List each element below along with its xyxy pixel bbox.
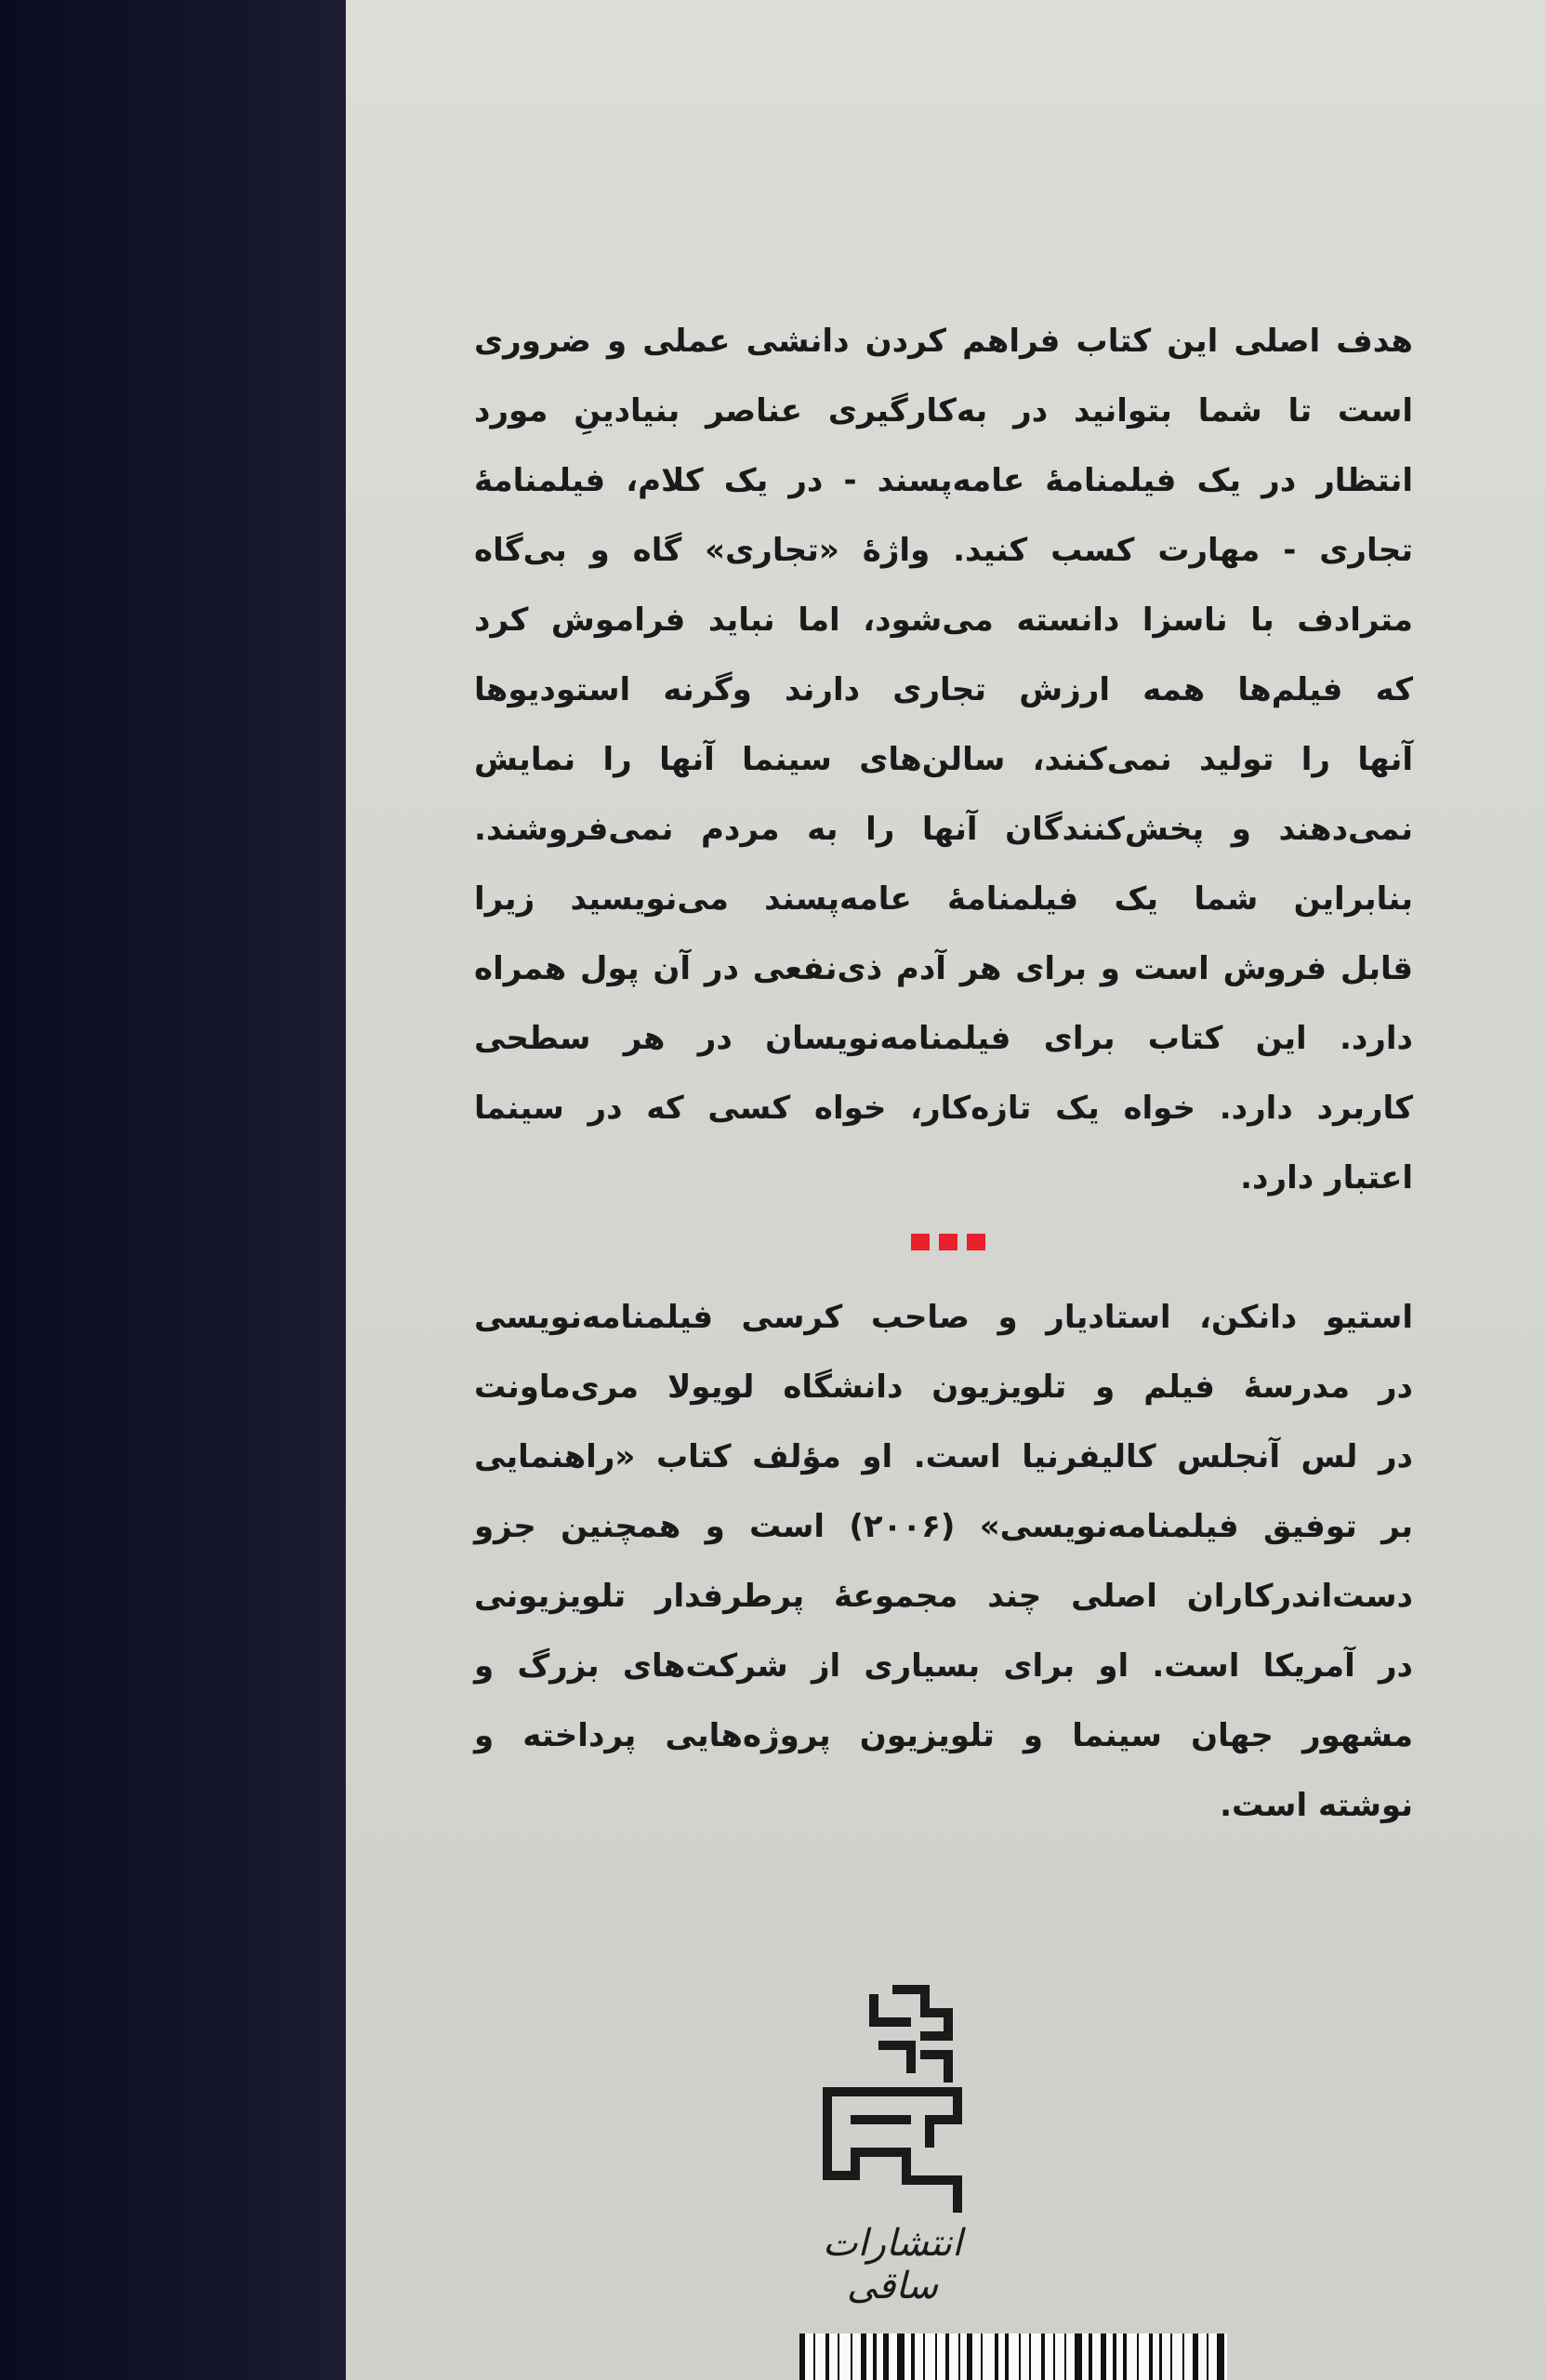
section-separator: [911, 1234, 985, 1250]
barcode-bar: [838, 2334, 839, 2380]
barcode-bar: [1187, 2334, 1191, 2380]
barcode-bar: [799, 2334, 805, 2380]
barcode-bar: [891, 2334, 895, 2380]
barcode-bar: [1182, 2334, 1184, 2380]
barcode-bar: [1149, 2334, 1153, 2380]
barcode-bar: [952, 2334, 957, 2380]
barcode-bar: [813, 2334, 815, 2380]
barcode-bar: [1058, 2334, 1063, 2380]
separator-square: [939, 1234, 957, 1250]
saghi-publisher-logo-icon: [818, 1980, 967, 2222]
barcode-bar: [1034, 2334, 1039, 2380]
barcode-bar: [897, 2334, 905, 2380]
barcode-bar: [1165, 2334, 1169, 2380]
barcode-bar: [1085, 2334, 1087, 2380]
barcode-bar: [1159, 2334, 1163, 2380]
barcode-bar: [985, 2334, 993, 2380]
barcode-bar: [1048, 2334, 1051, 2380]
author-line: مشهور جهان سینما و تلویزیون پروژه‌هایی پرداخته و: [474, 1717, 1413, 1754]
barcode-bar: [907, 2334, 909, 2380]
barcode-bar: [1041, 2334, 1045, 2380]
author-line: نوشته است.: [1220, 1787, 1413, 1824]
barcode-bar: [851, 2334, 852, 2380]
separator-square: [911, 1234, 930, 1250]
separator-square: [967, 1234, 985, 1250]
barcode-bar: [883, 2334, 889, 2380]
barcode-bar: [981, 2334, 983, 2380]
barcode-bar: [825, 2334, 829, 2380]
description-line: نمی‌دهند و پخش‌کنندگان آنها را به مردم نمی‌فروشند.: [474, 811, 1413, 848]
barcode-bar: [1029, 2334, 1031, 2380]
barcode-bar: [1193, 2334, 1198, 2380]
author-line: در مدرسهٔ فیلم و تلویزیون دانشگاه لویولا مری‌ماونت: [474, 1368, 1413, 1406]
barcode-bar: [1137, 2334, 1139, 2380]
barcode-bar: [1207, 2334, 1208, 2380]
author-line: دست‌اندرکاران اصلی چند مجموعهٔ پرطرفدار تلویزیونی: [474, 1578, 1413, 1615]
barcode-bar: [1129, 2334, 1135, 2380]
barcode-bar: [958, 2334, 960, 2380]
barcode-bar: [1069, 2334, 1073, 2380]
barcode-bar: [1053, 2334, 1055, 2380]
description-line: دارد. این کتاب برای فیلمنامه‌نویسان در هر سطحی: [474, 1020, 1413, 1057]
barcode-bar: [1064, 2334, 1066, 2380]
description-paragraph: [474, 307, 1413, 1213]
barcode-bar: [928, 2334, 933, 2380]
barcode-bar: [1075, 2334, 1082, 2380]
barcode-bar: [1175, 2334, 1181, 2380]
author-paragraph: [474, 1283, 1413, 1841]
barcode-bar: [1109, 2334, 1111, 2380]
barcode-bar: [1001, 2334, 1003, 2380]
barcode-bar: [945, 2334, 949, 2380]
barcode-bar: [940, 2334, 944, 2380]
barcode-bar: [967, 2334, 972, 2380]
description-line: هدف اصلی این کتاب فراهم کردن دانشی عملی و ضروری: [474, 323, 1413, 360]
barcode-bar: [935, 2334, 937, 2380]
barcode-bar: [995, 2334, 998, 2380]
barcode-bar: [1101, 2334, 1106, 2380]
barcode-bar: [1155, 2334, 1157, 2380]
barcode-bar: [1095, 2334, 1099, 2380]
barcode: [799, 2334, 1227, 2380]
publisher-name: انتشارات ساقی: [822, 2222, 963, 2307]
description-line: آنها را تولید نمی‌کنند، سالن‌های سینما آنها را نمایش: [474, 741, 1413, 778]
author-line: بر توفیق فیلمنامه‌نویسی» (۲۰۰۶) است و همچنین جزو: [474, 1508, 1414, 1545]
description-line: کاربرد دارد. خواه یک تازه‌کار، خواه کسی که در سینما: [474, 1090, 1413, 1127]
barcode-bar: [1089, 2334, 1092, 2380]
barcode-bar: [1211, 2334, 1215, 2380]
barcode-bar: [842, 2334, 850, 2380]
author-line: در آمریکا است. او برای بسیاری از شرکت‌های بزرگ و: [474, 1647, 1413, 1685]
barcode-bar: [1119, 2334, 1121, 2380]
barcode-bar: [1170, 2334, 1172, 2380]
barcode-bar: [918, 2334, 921, 2380]
description-line: قابل فروش است و برای هر آدم ذی‌نفعی در آن پول همراه: [474, 950, 1413, 987]
barcode-bar: [869, 2334, 871, 2380]
barcode-bar: [1123, 2334, 1127, 2380]
description-line: اعتبار دارد.: [1240, 1159, 1413, 1197]
barcode-bar: [963, 2334, 965, 2380]
barcode-bar: [1113, 2334, 1116, 2380]
barcode-bar: [1142, 2334, 1147, 2380]
barcode-bar: [879, 2334, 881, 2380]
book-spine: [0, 0, 346, 2380]
barcode-bar: [1011, 2334, 1017, 2380]
barcode-bar: [911, 2334, 915, 2380]
description-line: مترادف با ناسزا دانسته می‌شود، اما نباید فراموش کرد: [474, 602, 1413, 639]
author-line: استیو دانکن، استادیار و صاحب کرسی فیلمنامه‌نویسی: [474, 1299, 1413, 1336]
barcode-bar: [873, 2334, 877, 2380]
barcode-bar: [808, 2334, 812, 2380]
barcode-bar: [1023, 2334, 1027, 2380]
description-line: است تا شما بتوانید در به‌کارگیری عناصر بنیادینِ مورد: [474, 392, 1413, 430]
description-line: تجاری - مهارت کسب کنید. واژهٔ «تجاری» گاه و بی‌گاه: [474, 532, 1413, 569]
barcode-bar: [1201, 2334, 1205, 2380]
author-line: در لس آنجلس کالیفرنیا است. او مؤلف کتاب «راهنمایی: [474, 1438, 1413, 1475]
barcode-bar: [923, 2334, 925, 2380]
barcode-bar: [1005, 2334, 1009, 2380]
barcode-bar: [975, 2334, 979, 2380]
description-line: انتظار در یک فیلمنامهٔ عامه‌پسند - در یک کلام، فیلمنامهٔ: [474, 462, 1413, 499]
description-line: که فیلم‌ها همه ارزش تجاری دارند وگرنه استودیوها: [474, 671, 1413, 708]
barcode-bar: [832, 2334, 836, 2380]
description-line: بنابراین شما یک فیلمنامهٔ عامه‌پسند می‌نویسید زیرا: [474, 880, 1413, 918]
barcode-bar: [818, 2334, 824, 2380]
barcode-bar: [861, 2334, 866, 2380]
barcode-bar: [1217, 2334, 1224, 2380]
barcode-bar: [1019, 2334, 1021, 2380]
barcode-bar: [855, 2334, 859, 2380]
